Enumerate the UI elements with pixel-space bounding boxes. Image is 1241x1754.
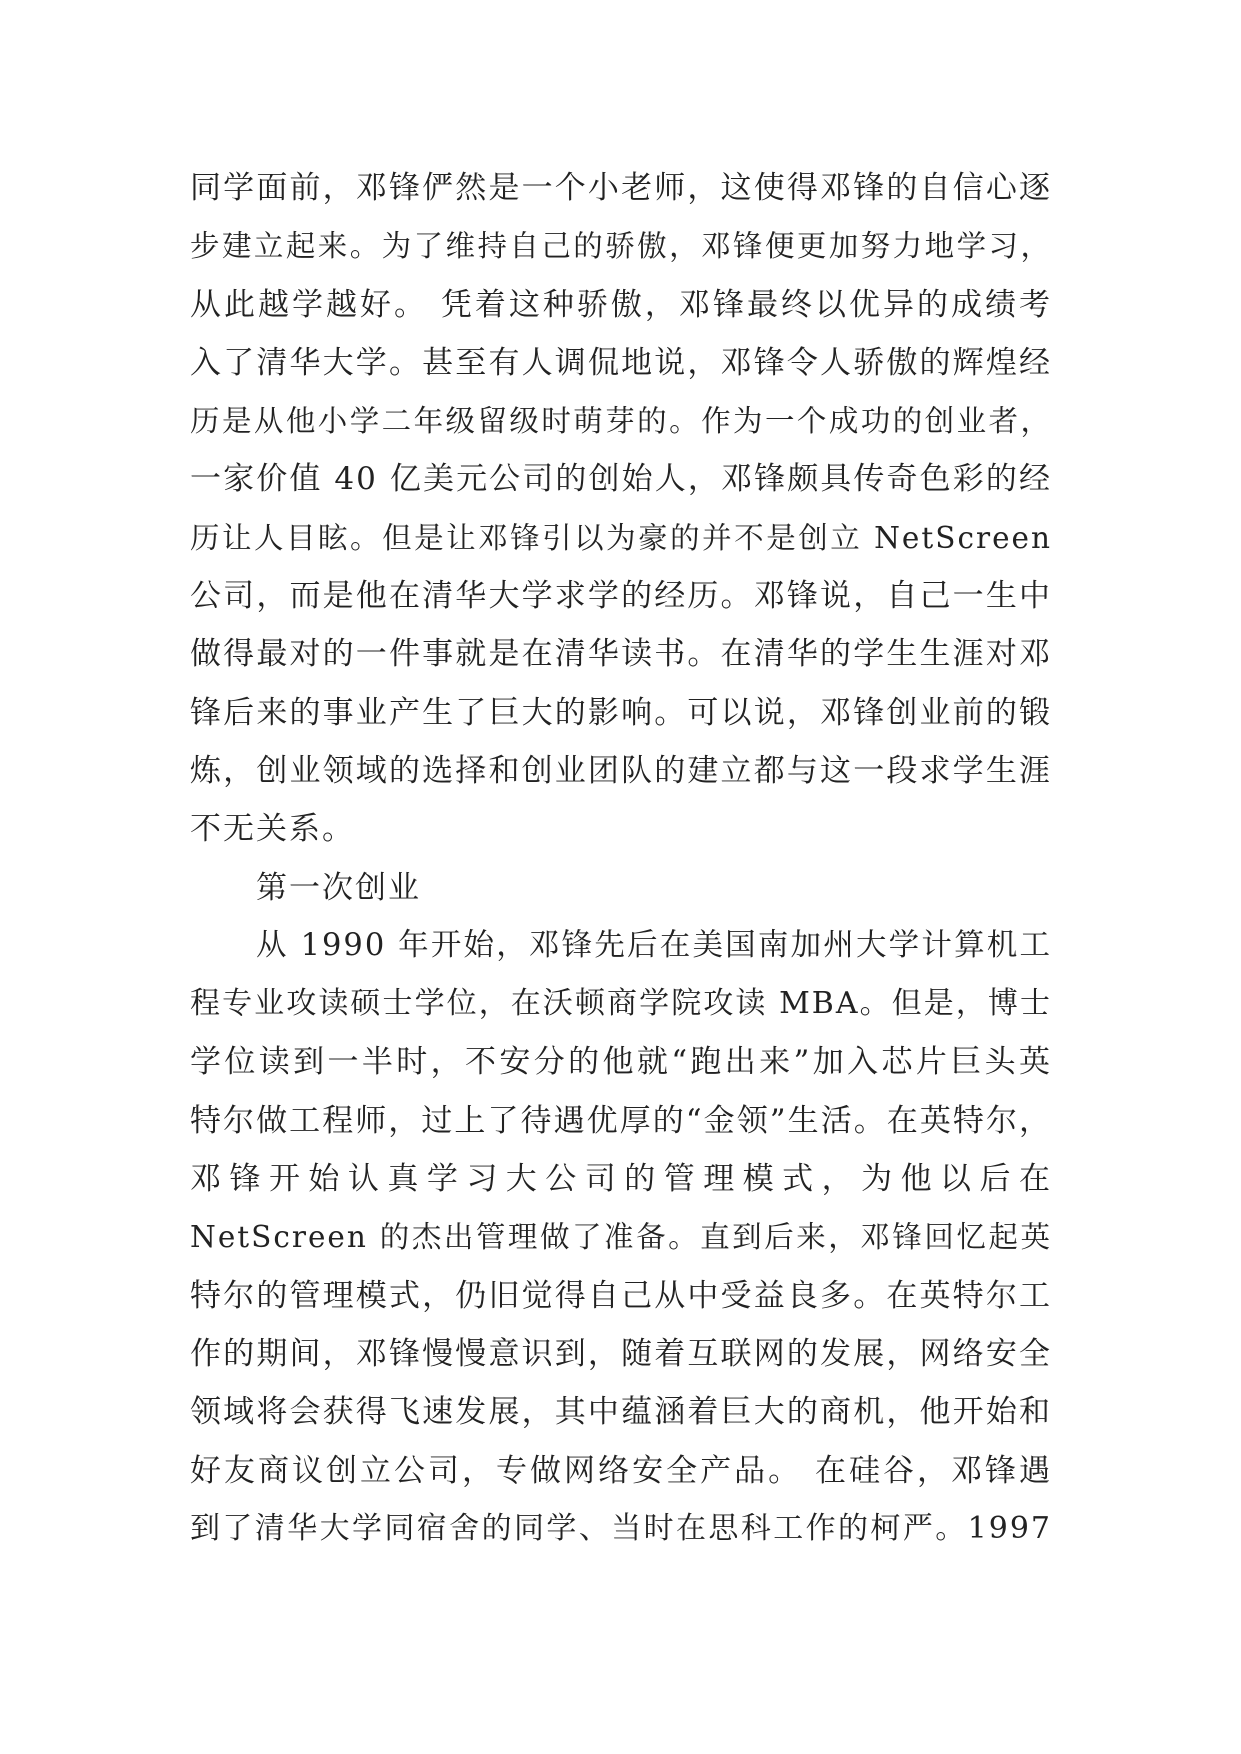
text-line: 从此越学越好。 凭着这种骄傲，邓锋最终以优异的成绩考: [190, 286, 1052, 323]
text-line: 做得最对的一件事就是在清华读书。在清华的学生生涯对邓: [190, 636, 1052, 673]
text-line: NetScreen 的杰出管理做了准备。直到后来，邓锋回忆起英: [190, 1220, 1052, 1255]
text-line: 从 1990 年开始，邓锋先后在美国南加州大学计算机工: [256, 927, 1052, 963]
text-line: 到了清华大学同宿舍的同学、当时在思科工作的柯严。1997: [190, 1510, 1052, 1546]
text-line: 同学面前，邓锋俨然是一个小老师，这使得邓锋的自信心逐: [190, 170, 1052, 206]
text-line: 锋后来的事业产生了巨大的影响。可以说，邓锋创业前的锻: [190, 694, 1052, 731]
text-line: 步建立起来。为了维持自己的骄傲，邓锋便更加努力地学习，: [190, 229, 1052, 264]
body-text: [190, 159, 1052, 1558]
text-line: 作的期间，邓锋慢慢意识到，随着互联网的发展，网络安全: [190, 1335, 1052, 1372]
text-line: 好友商议创立公司，专做网络安全产品。 在硅谷，邓锋遇: [190, 1452, 1052, 1489]
text-line: 特尔的管理模式，仍旧觉得自己从中受益良多。在英特尔工: [190, 1277, 1052, 1314]
text-line: 学位读到一半时，不安分的他就“跑出来”加入芯片巨头英: [190, 1044, 1052, 1081]
text-line: 历让人目眩。但是让邓锋引以为豪的并不是创立 NetScreen: [190, 520, 1052, 555]
text-line: 入了清华大学。甚至有人调侃地说，邓锋令人骄傲的辉煌经: [190, 344, 1052, 381]
text-line: 领域将会获得飞速发展，其中蕴涵着巨大的商机，他开始和: [190, 1394, 1052, 1431]
text-line: 历是从他小学二年级留级时萌芽的。作为一个成功的创业者，: [190, 404, 1052, 439]
section-heading: 第一次创业: [256, 869, 421, 906]
text-line: 公司，而是他在清华大学求学的经历。邓锋说，自己一生中: [190, 578, 1052, 615]
text-line: 一家价值 40 亿美元公司的创始人，邓锋颇具传奇色彩的经: [190, 461, 1052, 498]
text-line: 特尔做工程师，过上了待遇优厚的“金领”生活。在英特尔，: [190, 1102, 1052, 1139]
text-line: 炼，创业领域的选择和创业团队的建立都与这一段求学生涯: [190, 752, 1052, 789]
text-line: 邓锋开始认真学习大公司的管理模式，为他以后在: [190, 1161, 1052, 1198]
text-line: 不无关系。: [190, 811, 355, 848]
text-line: 程专业攻读硕士学位，在沃顿商学院攻读 MBA。但是，博士: [190, 986, 1052, 1022]
